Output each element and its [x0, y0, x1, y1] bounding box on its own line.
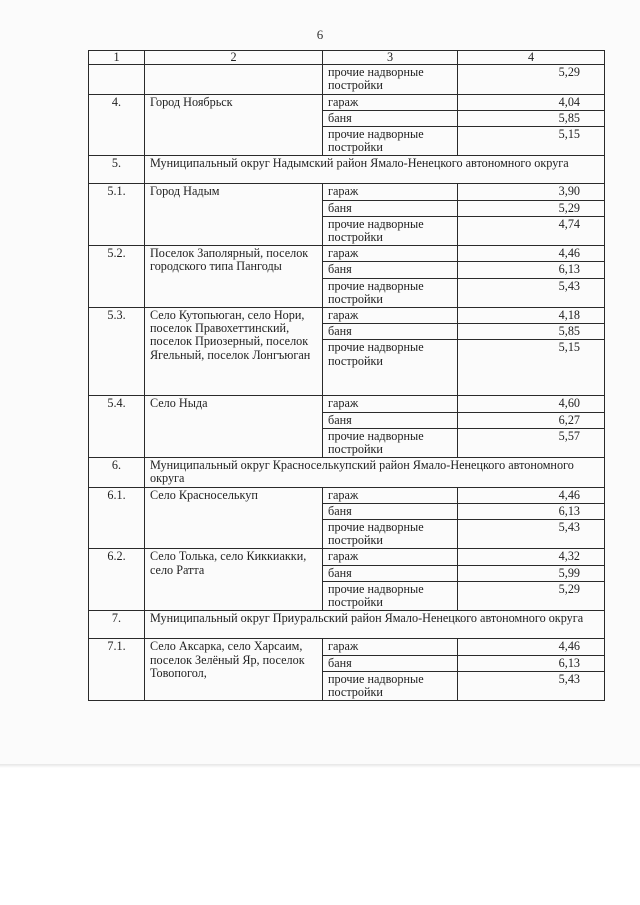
coefficient-value: 5,15 — [458, 340, 605, 396]
row-number: 5.2. — [89, 246, 145, 308]
coefficient-value: 4,18 — [458, 308, 605, 324]
building-type: гараж — [323, 94, 458, 110]
building-type: прочие надворные постройки — [323, 428, 458, 457]
settlement-name: Село Аксарка, село Харсаим, поселок Зелёный Яр, поселок Товопогол, — [145, 639, 323, 701]
coefficient-value: 5,85 — [458, 110, 605, 126]
row-number: 5.1. — [89, 184, 145, 246]
coefficient-value: 4,46 — [458, 487, 605, 503]
building-type: баня — [323, 110, 458, 126]
section-number: 7. — [89, 611, 145, 639]
building-type: гараж — [323, 639, 458, 655]
building-type: баня — [323, 655, 458, 671]
row-number: 5.4. — [89, 396, 145, 458]
building-type: прочие надворные постройки — [323, 127, 458, 156]
coefficient-value: 4,46 — [458, 246, 605, 262]
coefficient-value: 5,43 — [458, 278, 605, 307]
coefficient-value: 5,57 — [458, 428, 605, 457]
coefficient-value: 5,43 — [458, 671, 605, 700]
building-type: прочие надворные постройки — [323, 216, 458, 245]
building-type: прочие надворные постройки — [323, 278, 458, 307]
coefficient-value: 6,13 — [458, 262, 605, 278]
table-row — [89, 639, 605, 655]
coefficient-value: 5,29 — [458, 200, 605, 216]
settlement-name: Город Ноябрьск — [145, 94, 323, 156]
row-number: 5.3. — [89, 308, 145, 396]
coefficient-value: 5,85 — [458, 324, 605, 340]
settlement-name: Село Красноселькуп — [145, 487, 323, 549]
row-number: 7.1. — [89, 639, 145, 701]
header-col-4: 4 — [458, 51, 605, 65]
building-type: прочие надворные постройки — [323, 581, 458, 610]
building-type: баня — [323, 200, 458, 216]
table-header-row — [89, 51, 605, 65]
building-type: гараж — [323, 246, 458, 262]
building-type: гараж — [323, 487, 458, 503]
section-row — [89, 611, 605, 639]
row-number: 4. — [89, 94, 145, 156]
building-type: гараж — [323, 396, 458, 412]
table-row — [89, 487, 605, 503]
coefficient-value: 5,43 — [458, 520, 605, 549]
building-type: баня — [323, 565, 458, 581]
table-row — [89, 308, 605, 324]
settlement-name: Село Толька, село Киккиакки, село Ратта — [145, 549, 323, 611]
coefficient-value: 3,90 — [458, 184, 605, 200]
building-type: прочие надворные постройки — [323, 671, 458, 700]
table-row — [89, 246, 605, 262]
page-number: 6 — [316, 27, 324, 42]
section-title: Муниципальный округ Красноселькупский район Ямало-Ненецкого автономного округа — [145, 458, 605, 487]
settlement-name: Поселок Заполярный, поселок городского типа Пангоды — [145, 246, 323, 308]
coefficient-value: 4,46 — [458, 639, 605, 655]
section-number: 6. — [89, 458, 145, 487]
coefficient-value: 4,60 — [458, 396, 605, 412]
coefficient-value: 6,27 — [458, 412, 605, 428]
table-row — [89, 65, 605, 94]
building-type: прочие надворные постройки — [323, 520, 458, 549]
coefficient-value: 4,04 — [458, 94, 605, 110]
coefficient-value: 5,29 — [458, 65, 605, 94]
building-type: баня — [323, 503, 458, 519]
row-number: 6.1. — [89, 487, 145, 549]
building-type: баня — [323, 262, 458, 278]
coefficient-value: 4,74 — [458, 216, 605, 245]
table-row — [89, 396, 605, 412]
settlement-name: Село Кутопьюган, село Нори, поселок Правохеттинский, поселок Приозерный, поселок Ягельный, поселок Лонгъюган — [145, 308, 323, 396]
row-number: 6.2. — [89, 549, 145, 611]
section-row — [89, 156, 605, 184]
settlement-name — [145, 65, 323, 94]
section-row — [89, 458, 605, 487]
settlement-name: Город Надым — [145, 184, 323, 246]
building-type: баня — [323, 412, 458, 428]
settlement-name: Село Ныда — [145, 396, 323, 458]
coefficient-value: 5,29 — [458, 581, 605, 610]
section-number: 5. — [89, 156, 145, 184]
table-row — [89, 184, 605, 200]
building-type: прочие надворные постройки — [323, 340, 458, 396]
coefficient-value: 6,13 — [458, 503, 605, 519]
coefficient-value: 5,99 — [458, 565, 605, 581]
building-type: гараж — [323, 308, 458, 324]
coefficient-table — [88, 50, 605, 701]
row-number — [89, 65, 145, 94]
header-col-2: 2 — [145, 51, 323, 65]
page-bottom-edge — [0, 764, 640, 768]
header-col-1: 1 — [89, 51, 145, 65]
building-type: прочие надворные постройки — [323, 65, 458, 94]
building-type: гараж — [323, 184, 458, 200]
header-col-3: 3 — [323, 51, 458, 65]
coefficient-value: 4,32 — [458, 549, 605, 565]
table-row — [89, 549, 605, 565]
building-type: гараж — [323, 549, 458, 565]
section-title: Муниципальный округ Надымский район Ямало-Ненецкого автономного округа — [145, 156, 605, 184]
section-title: Муниципальный округ Приуральский район Ямало-Ненецкого автономного округа — [145, 611, 605, 639]
coefficient-value: 6,13 — [458, 655, 605, 671]
building-type: баня — [323, 324, 458, 340]
table-row — [89, 94, 605, 110]
coefficient-value: 5,15 — [458, 127, 605, 156]
